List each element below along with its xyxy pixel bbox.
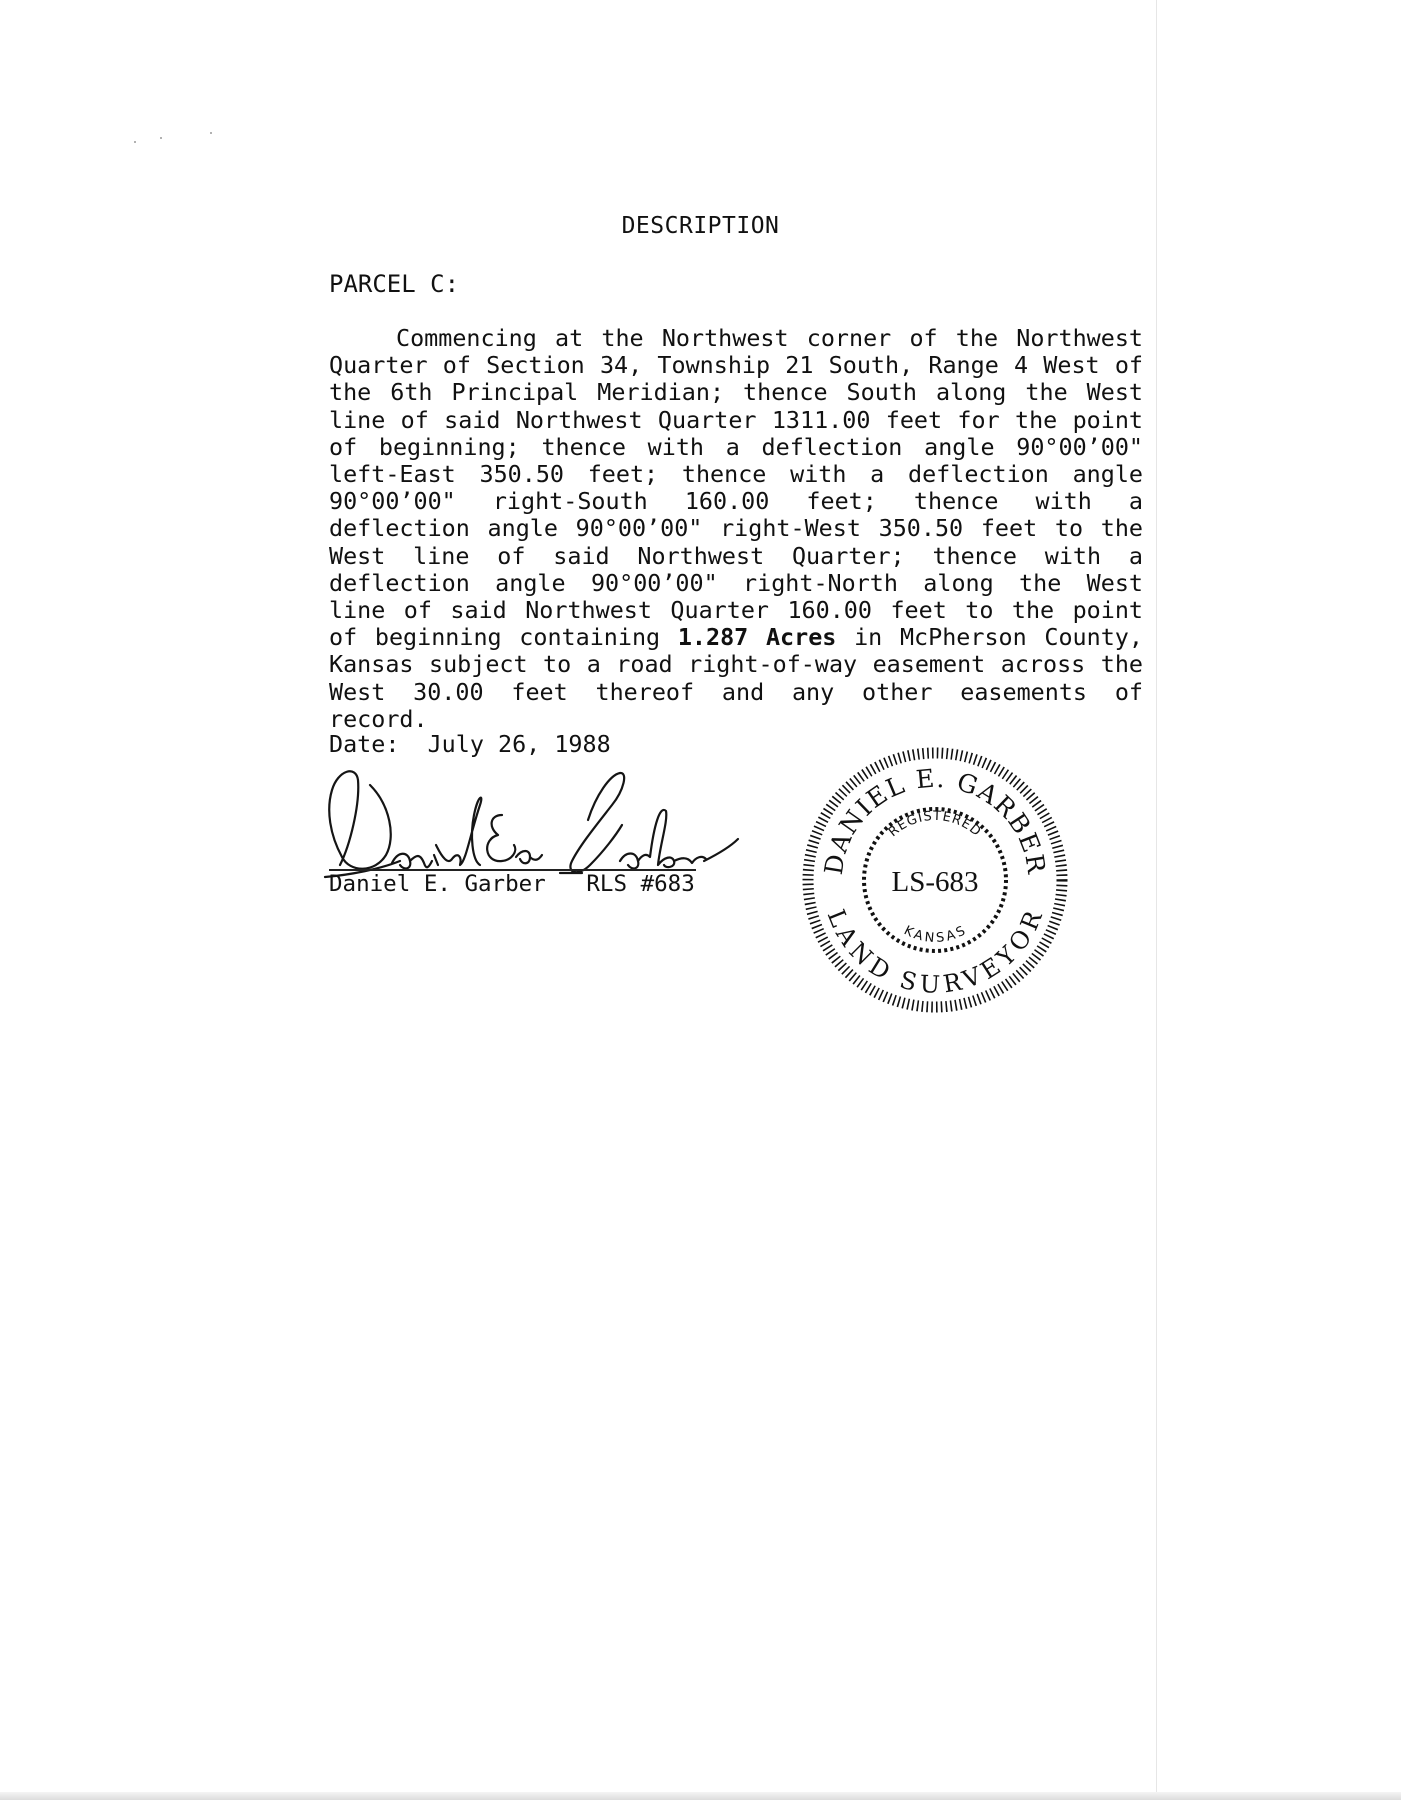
seal-license-number: LS-683: [891, 866, 979, 898]
signer-license: RLS #683: [586, 871, 695, 897]
surveyor-seal: [800, 745, 1070, 1015]
seal-profession-text: LAND SURVEYOR: [821, 905, 1049, 999]
scan-speck: [210, 132, 212, 134]
signer-credit: [329, 871, 695, 897]
parcel-label: PARCEL C:: [329, 270, 460, 298]
scan-speck: [134, 141, 136, 143]
legal-description: [329, 325, 1143, 733]
svg-text:REGISTERED: [886, 809, 984, 840]
page-title: DESCRIPTION: [621, 213, 780, 239]
scan-edge-line: [1156, 0, 1157, 1800]
description-text: Commencing at the Northwest corner of the Northwest Quarter of Section 34, Township 21 South, Range 4 West of the 6th Principal Meridian; thence South along the West line of said Northwest Quarter 1311.00 feet for the point of beginning; thence with a deflection angle 90°00’00" left-East 350.50 feet; thence with a deflection angle 90°00’00" right-South 160.00 feet; thence with a deflection angle 90°00’00" right-West 350.50 feet to the West line of said Northwest Quarter; thence with a deflection angle 90°00’00" right-North along the West line of said Northwest Quarter 160.00 feet to the point of beginning containing: [329, 324, 1143, 652]
seal-registered-text: REGISTERED: [885, 808, 985, 841]
scan-speck: [160, 137, 162, 139]
scan-bottom-edge: [0, 1792, 1401, 1800]
description-text-end: in McPherson County, Kansas subject to a road right-of-way easement across the West 30.00 feet thereof and any other easements of record.: [329, 623, 1143, 733]
date-label: Date:: [329, 730, 400, 758]
acres-value: 1.287 Acres: [677, 623, 837, 652]
svg-text:LAND SURVEYOR: [822, 906, 1049, 999]
svg-text:KANSAS: [901, 923, 968, 946]
seal-state-text: KANSAS: [901, 923, 969, 947]
seal-name-text: DANIEL E. GARBER: [818, 763, 1052, 877]
date-row: [329, 730, 611, 758]
signer-name: Daniel E. Garber: [329, 871, 546, 897]
date-value: July 26, 1988: [427, 730, 611, 758]
